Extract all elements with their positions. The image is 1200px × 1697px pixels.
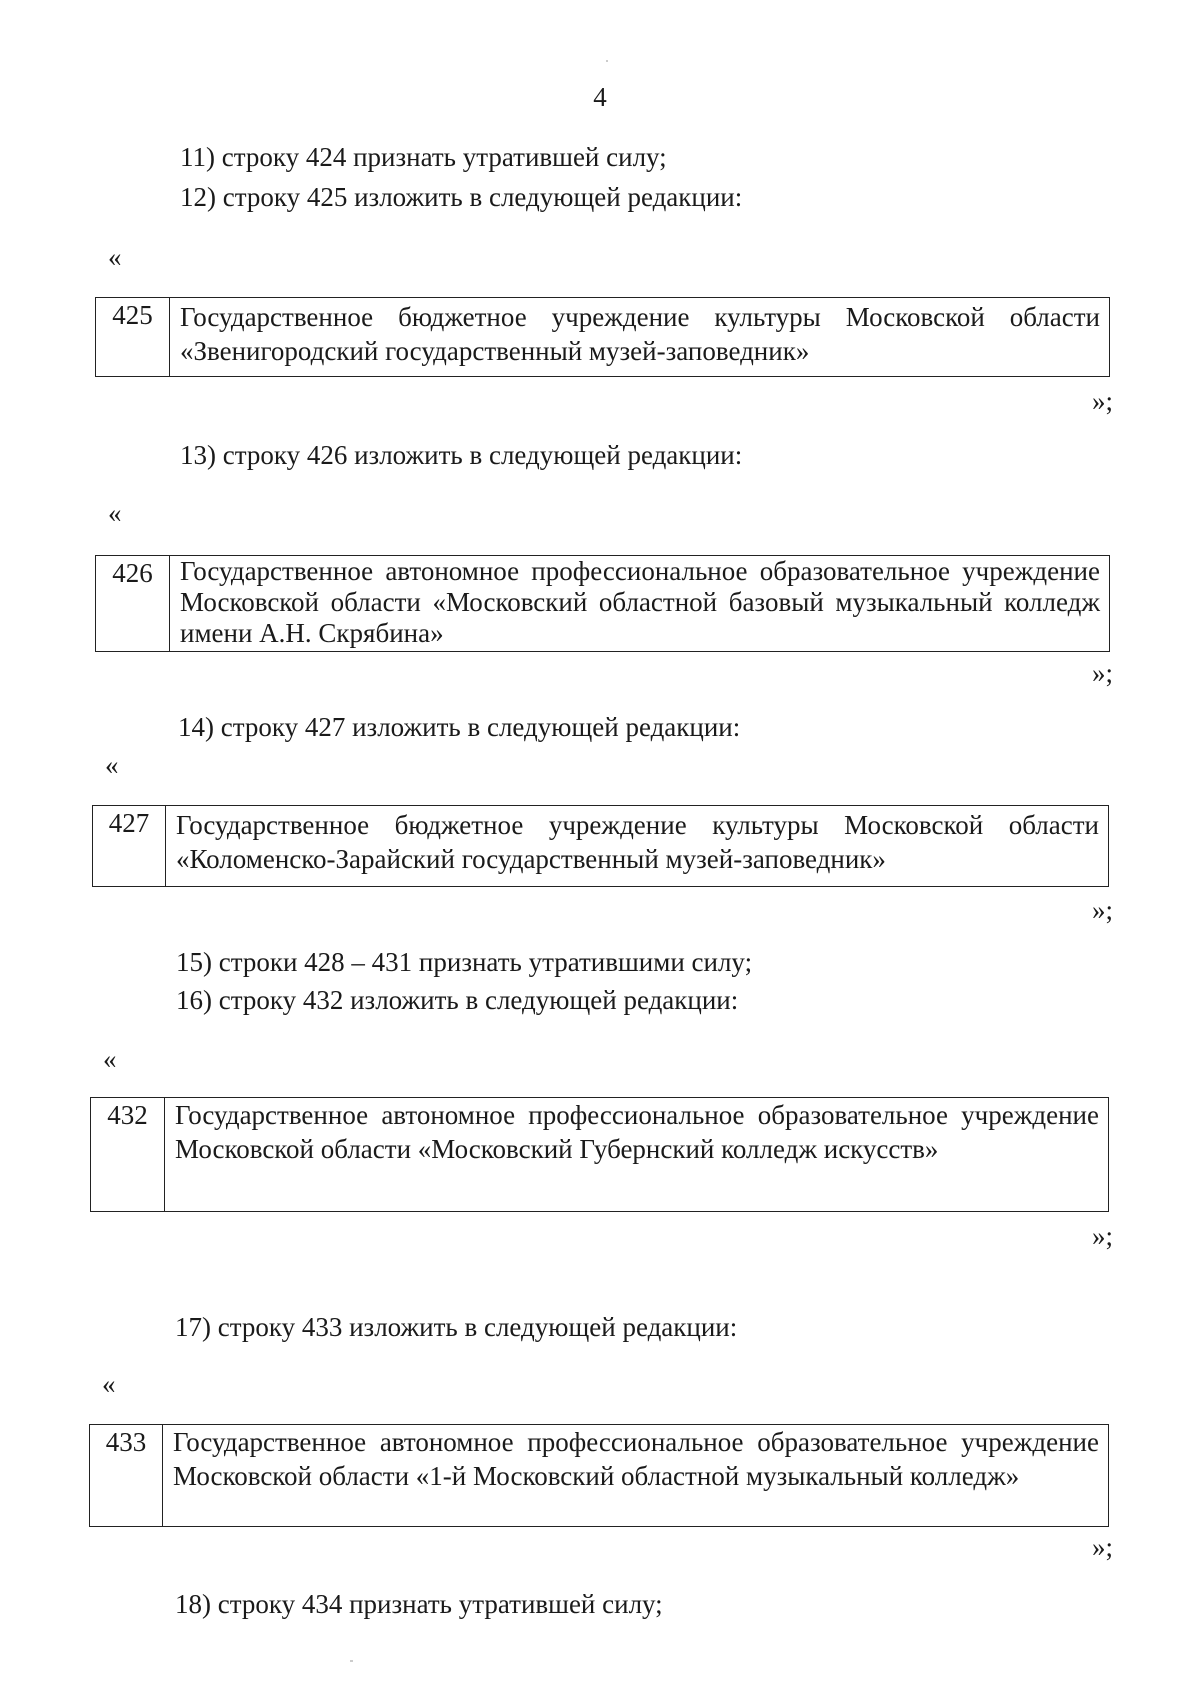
row-text: Государственное автономное профессиональное образовательное учреждение Московской области «Московский областной базовый музыкальный колледж имени А.Н. Скрябина» bbox=[180, 556, 1100, 648]
item-13: 13) строку 426 изложить в следующей редакции: bbox=[180, 440, 743, 470]
row-number: 433 bbox=[90, 1425, 163, 1526]
close-quote: »; bbox=[1092, 1532, 1114, 1562]
row-text: Государственное автономное профессиональное образовательное учреждение Московской области «1-й Московский областной музыкальный колледж» bbox=[173, 1427, 1099, 1491]
row-text: Государственное бюджетное учреждение культуры Московской области «Звенигородский государственный музей-заповедник» bbox=[180, 302, 1100, 366]
item-18: 18) строку 434 признать утратившей силу; bbox=[175, 1589, 663, 1619]
row-number: 425 bbox=[96, 298, 170, 376]
open-quote: « bbox=[108, 242, 122, 272]
item-17: 17) строку 433 изложить в следующей редакции: bbox=[175, 1312, 738, 1342]
item-12: 12) строку 425 изложить в следующей редакции: bbox=[180, 182, 743, 212]
close-quote: »; bbox=[1092, 658, 1114, 688]
close-quote: »; bbox=[1092, 386, 1114, 416]
open-quote: « bbox=[108, 498, 122, 528]
item-15: 15) строки 428 – 431 признать утратившими силу; bbox=[176, 947, 753, 977]
row-number: 432 bbox=[91, 1098, 165, 1211]
row-text: Государственное бюджетное учреждение культуры Московской области «Коломенско-Зарайский государственный музей-заповедник» bbox=[176, 810, 1099, 874]
scan-speck bbox=[606, 60, 608, 62]
open-quote: « bbox=[102, 1369, 116, 1399]
close-quote: »; bbox=[1092, 895, 1114, 925]
row-number: 426 bbox=[96, 556, 170, 651]
open-quote: « bbox=[103, 1044, 117, 1074]
table-row-426 bbox=[95, 555, 1110, 652]
scan-speck bbox=[350, 1660, 353, 1662]
item-11: 11) строку 424 признать утратившей силу; bbox=[180, 142, 667, 172]
item-16: 16) строку 432 изложить в следующей редакции: bbox=[176, 985, 739, 1015]
row-number: 427 bbox=[93, 806, 166, 886]
table-row-427 bbox=[92, 805, 1109, 887]
open-quote: « bbox=[105, 750, 119, 780]
table-row-432 bbox=[90, 1097, 1109, 1212]
page-number: 4 bbox=[593, 82, 607, 112]
row-text: Государственное автономное профессиональное образовательное учреждение Московской области «Московский Губернский колледж искусств» bbox=[175, 1100, 1099, 1164]
table-row-425 bbox=[95, 297, 1110, 377]
table-row-433 bbox=[89, 1424, 1109, 1527]
close-quote: »; bbox=[1092, 1221, 1114, 1251]
item-14: 14) строку 427 изложить в следующей редакции: bbox=[178, 712, 741, 742]
